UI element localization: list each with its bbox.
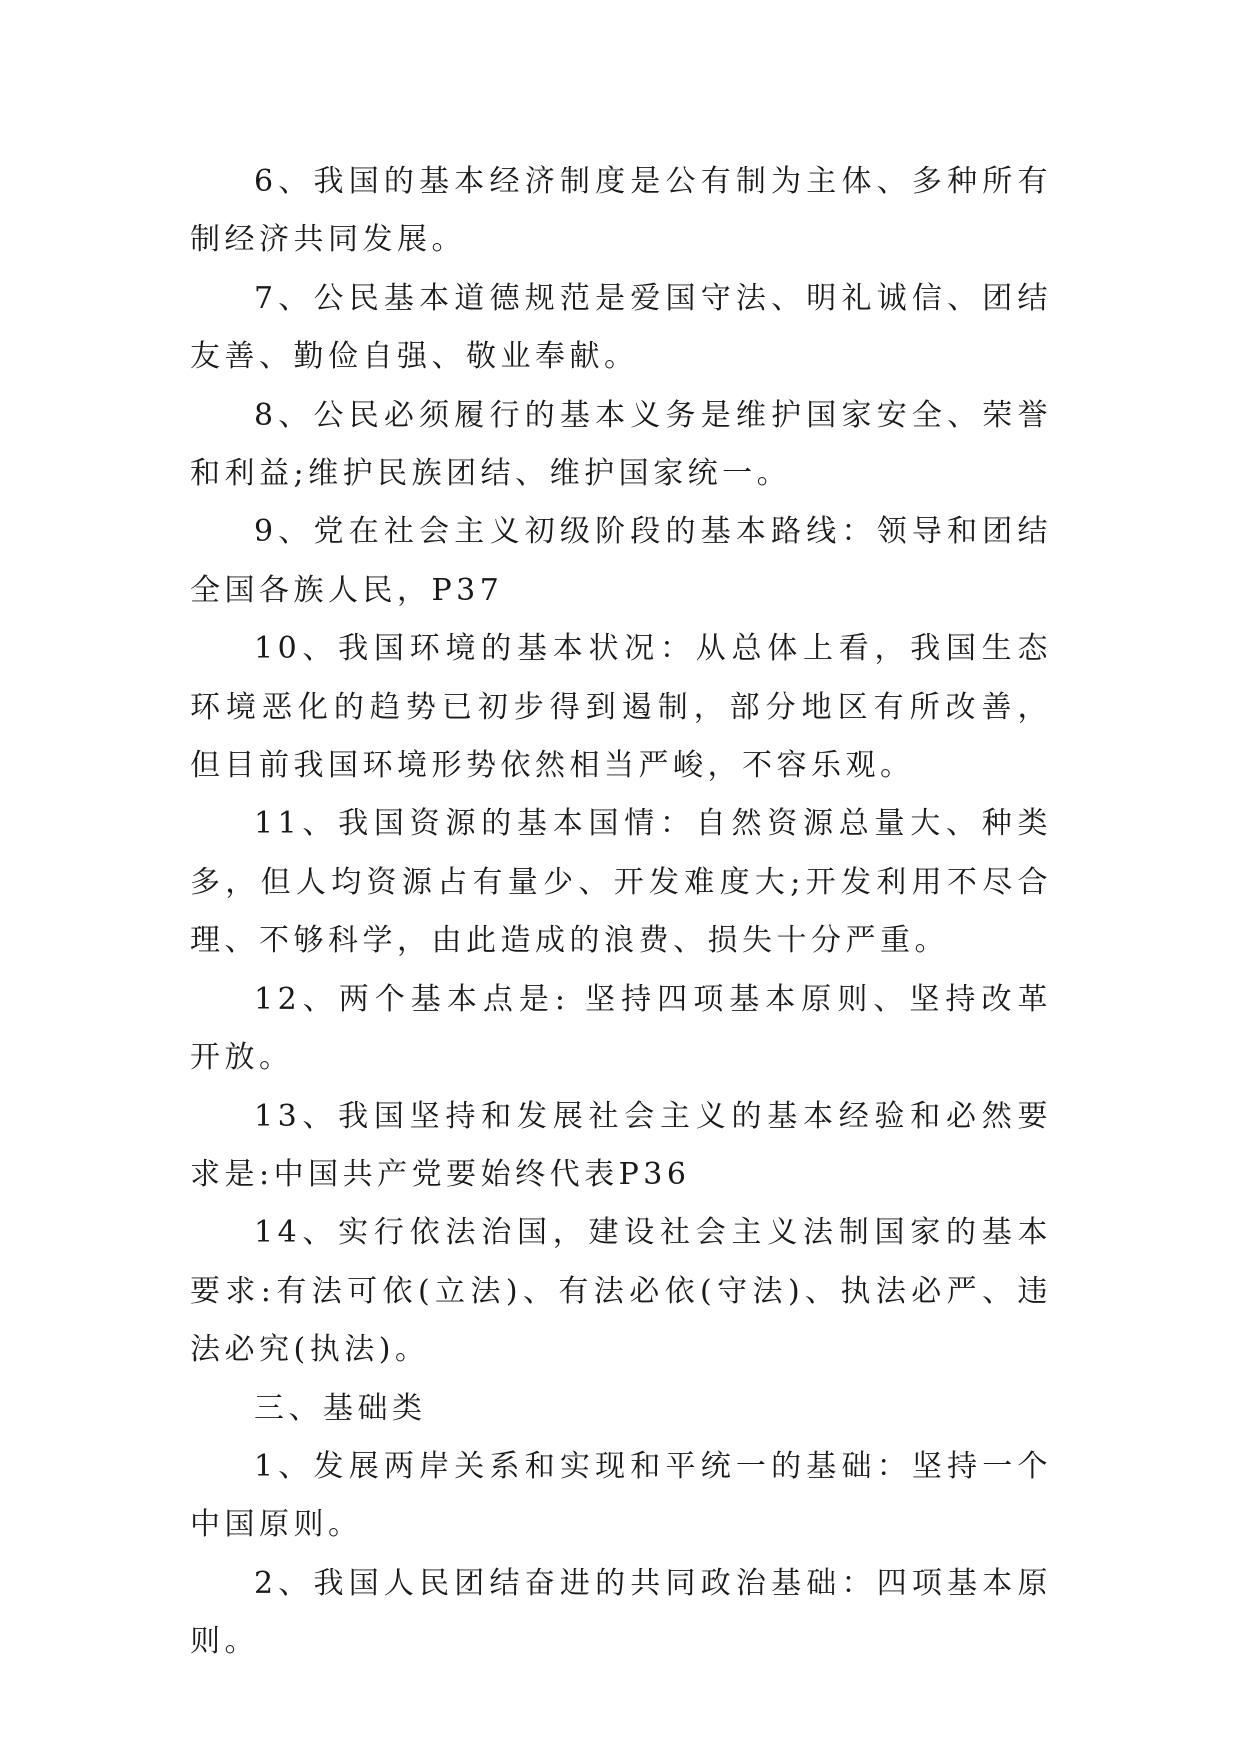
paragraph-item-11-resources: 11、我国资源的基本国情：自然资源总量大、种类多，但人均资源占有量少、开发难度大;开发利用不尽合理、不够科学，由此造成的浪费、损失十分严重。 (190, 806, 1052, 959)
paragraph-item-13-basic-experience: 13、我国坚持和发展社会主义的基本经验和必然要求是:中国共产党要始终代表P36 (190, 1098, 1052, 1192)
paragraph-item-9-basic-line: 9、党在社会主义初级阶段的基本路线：领导和团结全国各族人民，P37 (190, 514, 1052, 608)
paragraph-item-8-citizen-duties: 8、公民必须履行的基本义务是维护国家安全、荣誉和利益;维护民族团结、维护国家统一。 (190, 397, 1052, 492)
paragraph-item-10-environment: 10、我国环境的基本状况：从总体上看，我国生态环境恶化的趋势已初步得到遏制，部分地区有所改善，但目前我国环境形势依然相当严峻，不容乐观。 (190, 631, 1052, 784)
paragraph-item-1-one-china: 1、发展两岸关系和实现和平统一的基础：坚持一个中国原则。 (190, 1448, 1052, 1543)
section-heading-foundations: 三、基础类 (254, 1390, 427, 1426)
paragraph-item-12-two-basic-points: 12、两个基本点是: 坚持四项基本原则、坚持改革开放。 (190, 981, 1052, 1076)
paragraph-item-7-moral-norms: 7、公民基本道德规范是爱国守法、明礼诚信、团结友善、勤俭自强、敬业奉献。 (190, 280, 1052, 375)
paragraph-item-14-rule-of-law: 14、实行依法治国，建设社会主义法制国家的基本要求:有法可依(立法)、有法必依(守法)、执法必严、违法必究(执法)。 (190, 1215, 1052, 1368)
paragraph-item-6-economic-system: 6、我国的基本经济制度是公有制为主体、多种所有制经济共同发展。 (190, 164, 1052, 258)
paragraph-item-2-political-foundation: 2、我国人民团结奋进的共同政治基础：四项基本原则。 (190, 1565, 1052, 1660)
document-body (190, 153, 1052, 1672)
